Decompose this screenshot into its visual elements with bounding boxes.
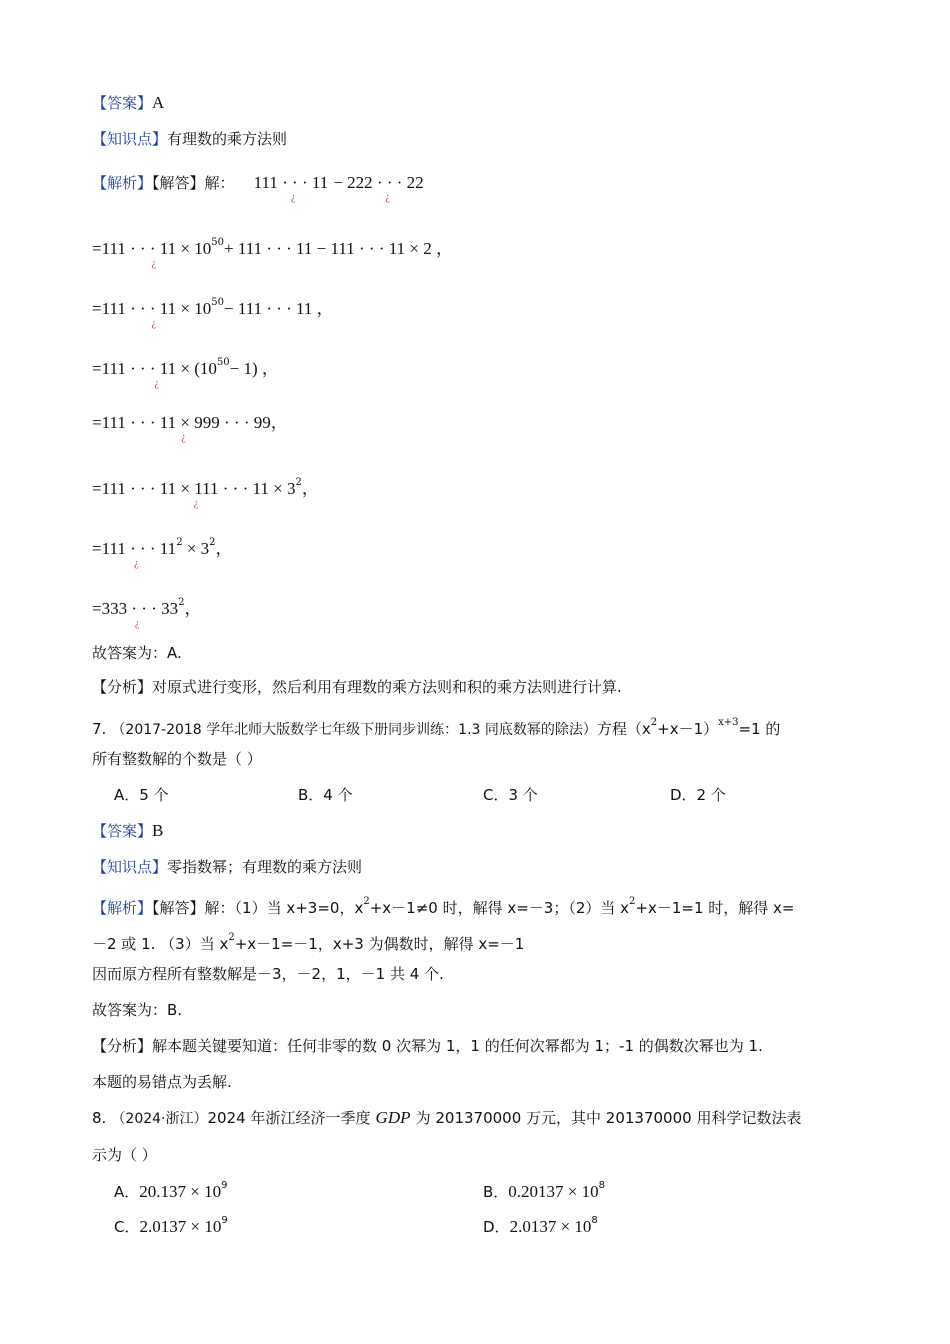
q6-knowledge-row xyxy=(92,128,287,150)
q7-knowledge-row: 【知识点】零指数幂；有理数的乘方法则 xyxy=(92,858,363,876)
q7-option-d[interactable]: D．2 个 xyxy=(670,786,726,804)
q8-number: 8. xyxy=(92,1109,107,1127)
q6-step-5: =111 · · · 11 × 111 · · · 11 × 3 ¿$^2$， xyxy=(92,472,319,500)
q6-step-1: =111 · · · 11 × 10 ¿$^{50}$+ 111 · · · 11 − 111 · · · 11 × 2 ， xyxy=(92,232,453,260)
q8-stem: 8. （2024·浙江）2024 年浙江经济一季度 GDP 为 201370000 万元，其中 201370000 用科学记数法表 xyxy=(92,1108,802,1127)
solve-tag: 【解答】 xyxy=(152,174,205,192)
answer-value: A xyxy=(152,93,165,112)
q7-stem: 7. （2017-2018 学年北师大版数学七年级下册同步训练：1.3 同底数幂的除法）方程$(x^2+x-1)^{x+3}=1$ 的 xyxy=(92,717,781,738)
q6-analysis-row: 【解析】【解答】解： 111 · · · 11 ¿ − 222 · · · 22 ¿ xyxy=(92,172,424,194)
knowledge-text: 有理数的乘方法则 xyxy=(167,130,288,148)
q7-solution-line1: 【解析】【解答】解：（1）当 x+3=0，$x^2+x-1\ne 0$ 时，解得 x=－3；（2）当 $x^2+x-1=1$ 时，解得 x= xyxy=(92,896,795,917)
q7-option-c[interactable]: C．3 个 xyxy=(483,786,538,804)
q8-option-c[interactable]: C．$2.0137 \times 10^9$ xyxy=(114,1215,228,1236)
q7-option-a[interactable]: A．5 个 xyxy=(114,786,169,804)
solve-label: 解： xyxy=(204,174,235,192)
q8-stem-line2: 示为（ ） xyxy=(92,1146,157,1164)
q6-step-7: =333 · · · 33 ¿$^2$， xyxy=(92,592,201,620)
q8-option-b[interactable]: B．$0.20137 \times 10^8$ xyxy=(483,1180,606,1201)
knowledge-tag: 【知识点】 xyxy=(92,130,168,148)
expr-a: 111 · · · 11 ¿ xyxy=(254,173,329,192)
expr-b: 222 · · · 22 ¿ xyxy=(347,173,423,192)
q7-analysis-line2: 本题的易错点为丢解. xyxy=(92,1073,232,1091)
q6-answer-row xyxy=(92,92,164,114)
q7-conclusion: 故答案为：B. xyxy=(92,1001,183,1019)
q7-solution-line3: 因而原方程所有整数解是－3，－2，1，－1 共 4 个. xyxy=(92,965,444,983)
q7-answer-row: 【答案】B xyxy=(92,821,164,840)
q7-analysis: 【分析】解本题关键要知道：任何非零的数 0 次幂为 1，1 的任何次幂都为 1；-1 的偶数次幂也为 1. xyxy=(92,1037,763,1055)
q6-step-2: =111 · · · 11 × 10 ¿$^{50}$− 111 · · · 11 ， xyxy=(92,292,334,320)
q6-step-6: =111 · · · 11 ¿$^2 \times 3^2$， xyxy=(92,532,233,560)
q6-analysis: 【分析】对原式进行变形，然后利用有理数的乘方法则和积的乘方法则进行计算. xyxy=(92,678,622,696)
q6-conclusion: 故答案为：A. xyxy=(92,644,182,662)
q6-step-4: =111 · · · 11 × 999 · · · 99 ¿， xyxy=(92,412,288,434)
q8-option-a[interactable]: A．$20.137 \times 10^9$ xyxy=(114,1180,228,1201)
q7-stem-line2: 所有整数解的个数是（ ） xyxy=(92,750,262,768)
q8-option-d[interactable]: D．$2.0137 \times 10^8$ xyxy=(483,1215,598,1236)
q6-step-3: =111 · · · 11 × (10 ¿$^{50}$− 1) ， xyxy=(92,352,279,380)
q7-answer-value: B xyxy=(152,821,164,840)
q8-source: （2024·浙江） xyxy=(111,1111,208,1127)
q7-option-b[interactable]: B．4 个 xyxy=(298,786,353,804)
q7-source: （2017-2018 学年北师大版数学七年级下册同步训练：1.3 同底数幂的除法） xyxy=(111,722,597,738)
q7-solution-line2: －2 或 1. （3）当 $x^2+x-1=-1$，x+3 为偶数时，解得 x=－1 xyxy=(92,932,525,953)
analysis-tag: 【解析】 xyxy=(92,174,153,192)
q7-number: 7. xyxy=(92,720,107,738)
answer-tag: 【答案】 xyxy=(92,94,153,112)
